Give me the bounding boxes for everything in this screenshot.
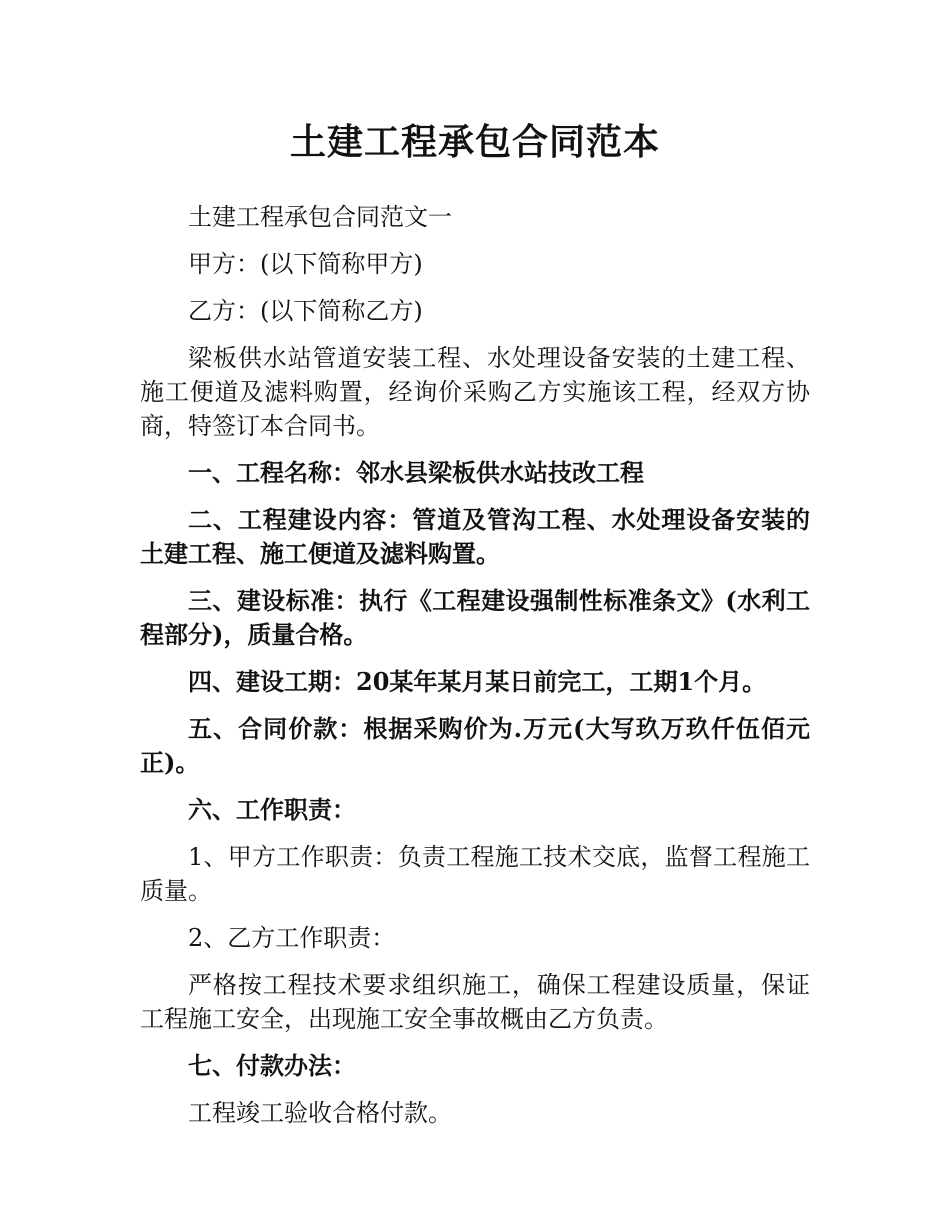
- clause-construction-standard: 三、建设标准：执行《工程建设强制性标准条文》(水利工程部分)，质量合格。: [140, 586, 810, 649]
- paragraph-party-b: 乙方：(以下简称乙方): [188, 297, 423, 325]
- clause-construction-content: 二、工程建设内容：管道及管沟工程、水处理设备安装的土建工程、施工便道及滤料购置。: [140, 505, 810, 568]
- clause-payment-method: 七、付款办法：: [188, 1051, 356, 1080]
- document-body: [140, 200, 810, 1143]
- clause-project-name: 一、工程名称：邻水县梁板供水站技改工程: [188, 458, 644, 487]
- document-title: 土建工程承包合同范本: [289, 121, 660, 163]
- paragraph-subtitle: 土建工程承包合同范文一: [188, 203, 452, 231]
- paragraph-preamble: 梁板供水站管道安装工程、水处理设备安装的土建工程、施工便道及滤料购置，经询价采购乙方实施该工程，经双方协商，特签订本合同书。: [140, 344, 810, 440]
- paragraph-party-b-duties-heading: 2、乙方工作职责：: [188, 924, 396, 952]
- clause-contract-price: 五、合同价款：根据采购价为.万元(大写玖万玖仟伍佰元正)。: [140, 714, 810, 777]
- paragraph-party-a: 甲方：(以下简称甲方): [188, 250, 423, 278]
- clause-construction-period: 四、建设工期：20某年某月某日前完工，工期1个月。: [188, 667, 767, 696]
- paragraph-party-b-duties: 严格按工程技术要求组织施工，确保工程建设质量，保证工程施工安全，出现施工安全事故概由乙方负责。: [140, 971, 810, 1033]
- paragraph-party-a-duties: 1、甲方工作职责：负责工程施工技术交底，监督工程施工质量。: [140, 843, 810, 905]
- clause-responsibilities: 六、工作职责：: [188, 795, 356, 824]
- paragraph-payment-terms: 工程竣工验收合格付款。: [188, 1099, 452, 1127]
